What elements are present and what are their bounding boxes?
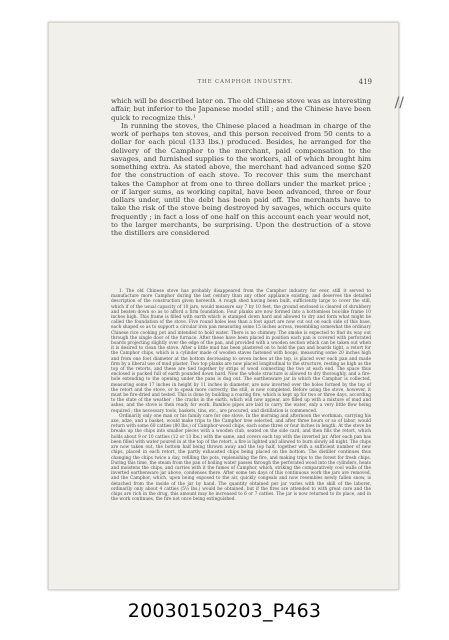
book-page xyxy=(48,22,404,590)
body-paragraph-2: In running the stoves, the Chinese placed a headman in charge of the work of perhaps ten stoves, and this person received from 50 cents to a dollar for each picul (133 lbs.) produced. Besides, he arranged for the delivery of the Camphor to the merchant, paid compensation to the savages, and furnished supplies to the workers, all of which brought him something extra. As stated above, the merchant had advanced some $20 for the construction of each stove. To recover this sum the merchant takes the Camphor at from one to three dollars under the market price ; or if larger sums, as working capital, have been advanced, three or four dollars under, until the debt has been paid off. The merchants have to take the risk of the stove being destroyed by savages, which occurs quite frequently ; in fact a loss of one half on this account each year would not, to the larger merchants, be surprising. Upon the destruction of a stove the distillers are considered xyxy=(111,121,371,237)
footnote-2: Ordinarily only one man or his family care for one stove. In the morning and afternoon the workman, carrying his axe, adze, and a basket, would make trips to the Camphor tree selected, and after three hours or so of labor, would return with some 60 catties (80 lbs.) of Camphor-wood chips, each some three or four inches in length. At the stove he breaks up the chips into smaller pieces with a wooden club, seated on the side card, and then fills the retort, which holds about 9 or 10 catties (12 or 13 lbs.) with the same, and covers each top with the inverted jar. After each pan has been filled with water poured in at the top of the retort, a fire is lighted and allowed to burn slowly all night. The chips are now taken out, the bottom half being thrown away and the top half, together with a sufficient number of new chips, placed in each retort, the partly exhausted chips being placed on the bottom. The distiller continues thus changing the chips twice a day, refilling the pots, replenishing the fire, and making trips to the forest for fresh chips. During this time, the steam from the pan of boiling water passes through the perforated wood into the cylinders, heats and moistens the chips, and carries with it the fumes of Camphor, which, striking the comparatively cool walls of the inverted earthenware jar above, condenses there. After some ten days of this continuous work the jars are removed, and the Camphor, which, upon being exposed to the air, quickly congeals and now resembles newly fallen snow, is detached from the inside of the jar by hand. The quantity obtained per jar varies with the skill of the laborer, ordinarily only about 4 catties (5⅓ lbs.) would be obtained, but if the fires are attended to with great care and the chips are rich in the drug, this amount may be increased to 6 or 7 catties. The jar is now returned to its place, and in the work continues, the fire not once being extinguished. xyxy=(111,413,371,503)
body-text xyxy=(111,97,371,237)
image-caption: 20030150203_P463 xyxy=(127,600,322,622)
body-paragraph-1: which will be described later on. The old Chinese stove was as interesting affair, but inferior to the Japanese model still ; and the Chinese have been quick to recognize this.¹ xyxy=(111,97,371,122)
page-header xyxy=(111,79,380,89)
page-number: 419 xyxy=(358,78,372,86)
running-title: THE CAMPHOR INDUSTRY. xyxy=(197,79,294,85)
margin-annotation: // xyxy=(394,95,404,111)
footnotes xyxy=(111,289,371,502)
caption-bar xyxy=(0,596,449,640)
footnote-1: 1. The old Chinese stove has probably disappeared from the Camphor industry for ever, still it served to manufacture more Camphor during the last century than any other appliance existing, and deserves the detailed description of the construction given herewith. A rough shed having been built, sufficiently large to cover the still, which if of the usual capacity of 10 jars, would measure say 7 by 10 feet, the ground enclosed is cleared of shrubbery and beaten down so as to afford a firm foundation. Four planks are now formed into a bottomless box-like frame 10 inches high. This frame is filled with earth which is stamped down hard and allowed to dry and form what might be called the foundation of the stove. Five round holes less than a foot apart are now cut out on each side of this base, each shaped so as to support a circular iron pan measuring some 15 inches across, resembling somewhat the ordinary Chinese rice cooking pot and intended to hold water. There is no chimney. The smoke is expected to find its way out through the single door of the furnace. After these have been placed in position each pan is covered with perforated boards projecting slightly over the edge of the pan, and provided with a wooden section which can be taken out when it is desired to clean the stove. After a little mud has been plastered on to hold the pan and boards tight, a retort for the Camphor chips, which is a cylinder made of wooden staves fastened with hoops, measuring some 20 inches high and from one foot diameter at the bottom decreasing to seven inches at the top, is placed over each pan and made firm by a liberal use of mud plaster. Two top planks are now placed longitudinal to the structure, resting as high as the top of the retorts, and these are tied together by strips of wood connecting the two at each end. The space thus enclosed is packed full of earth pounded down hard. Now the whole structure is allowed to dry thoroughly, and a fire-hole extending to the opening under the pans is dug out. The earthenware jar in which the Camphor is collected, measuring some 17 inches in height by 11 inches in diameter, are now inverted over the holes formed by the top of the retort and the stove, or to speak more correctly, the still, is now completed. Before using the stove, however, it must be fire-dried and tested. This is done by building a roaring fire, which is kept up for two or three days, according to the state of the weather ; the cracks in the earth, which will now appear, are filled up with a mixture of mud and ashes, and the stove is then ready for work. Bamboo pipes are laid to carry the water, only a very little flow being required ; the necessary tools, baskets, tins, etc., are procured, and distillation is commenced. xyxy=(111,289,371,414)
